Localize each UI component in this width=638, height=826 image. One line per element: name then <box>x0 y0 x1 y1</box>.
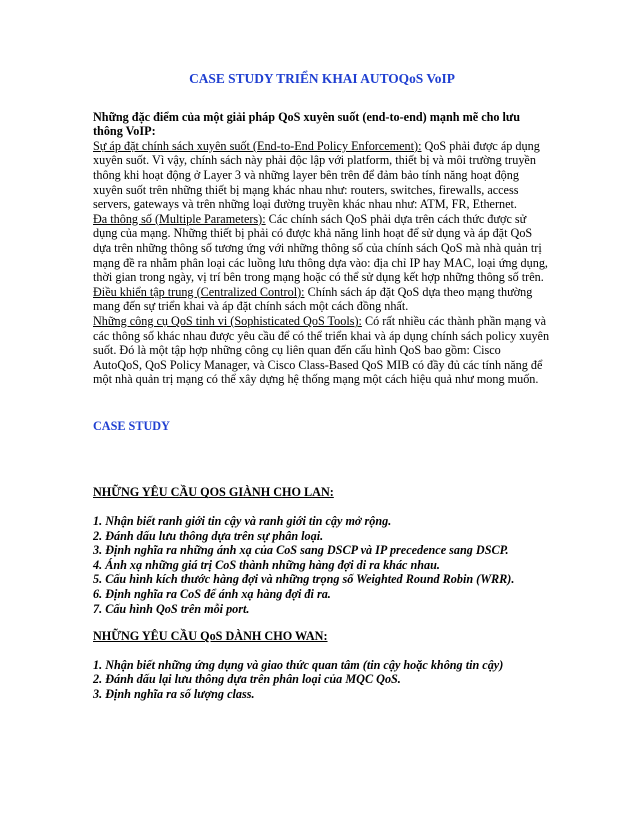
list-item: 1. Nhận biết những ứng dụng và giao thức quan tâm (tin cậy hoặc không tin cậy) <box>93 657 504 672</box>
paragraph-term: Điều khiển tập trung (Centralized Control): <box>93 284 305 299</box>
paragraph-sophisticated-tools <box>93 314 551 387</box>
lan-requirements-heading: NHỮNG YÊU CẦU QOS GIÀNH CHO LAN: <box>93 485 334 500</box>
paragraph-text: QoS phải được áp dụng xuyên suốt. Vì vậy, chính sách này phải độc lập với platform, thiết bị và môi trường truyền thông khi hoạt động ở Layer 3 và những layer bên trên để đảm bảo tính năng hoạt động xuyên suốt trên những thiết bị mạng khác nhau như: routers, switches, firewalls, access servers, gateways và trên những loại đường truyền khác nhau như: ATM, FR, Ethernet. <box>93 138 540 212</box>
paragraph-text: Chính sách áp đặt QoS dựa theo mạng thường mang đến sự triển khai và áp đặt chính sách một cách đồng nhất. <box>93 284 533 314</box>
paragraph-text: Các chính sách QoS phải dựa trên cách thức được sử dụng của mạng. Những thiết bị phải có được khả năng linh hoạt để sử dụng và áp đặt QoS dựa trên những thông số tương ứng với những thông số của chính sách QoS mà nhà quản trị mạng đề ra nhằm phân loại các luồng lưu thông dựa vào: địa chỉ IP hay MAC, loại ứng dụng, thời gian trong ngày, vị trí bên trong mạng hoặc có thể sử dụng kết hợp những thông số trên. <box>93 211 548 285</box>
document-title: CASE STUDY TRIỂN KHAI AUTOQoS VoIP <box>189 71 455 86</box>
list-item: 3. Định nghĩa ra số lượng class. <box>93 687 255 701</box>
list-item: 7. Cấu hình QoS trên mỗi port. <box>93 601 250 616</box>
list-item: 2. Đánh dấu lưu thông dựa trên sự phân loại. <box>93 528 324 543</box>
wan-requirements-heading: NHỮNG YÊU CẦU QoS DÀNH CHO WAN: <box>93 629 328 644</box>
paragraph-term: Những công cụ QoS tinh vi (Sophisticated QoS Tools): <box>93 313 362 328</box>
lan-requirements-list <box>93 514 551 616</box>
wan-requirements-list <box>93 658 551 702</box>
list-item: 3. Định nghĩa ra những ánh xạ của CoS sang DSCP và IP precedence sang DSCP. <box>93 543 509 558</box>
paragraph-policy-enforcement <box>93 139 551 212</box>
document-page <box>93 72 551 702</box>
paragraph-centralized-control <box>93 285 551 314</box>
paragraph-text: Có rất nhiều các thành phần mạng và các thông số khác nhau được yêu cầu để có thể triển khai và áp dụng chính sách policy xuyên suốt. Đó là một tập hợp những công cụ liên quan đến cấu hình QoS bao gồm: Cisco AutoQoS, QoS Policy Manager, và Cisco Class-Based QoS MIB có đầy đủ các tính năng để một nhà quản trị mạng có thể xây dựng hệ thống mạng một cách hiệu quả như mong muốn. <box>93 313 550 387</box>
list-item: 1. Nhận biết ranh giới tin cậy và ranh giới tin cậy mở rộng. <box>93 514 392 529</box>
paragraph-term: Sự áp đặt chính sách xuyên suốt (End-to-End Policy Enforcement): <box>93 138 422 153</box>
case-study-heading: CASE STUDY <box>93 418 170 433</box>
list-item: 4. Ánh xạ những giá trị CoS thành những hàng đợi di ra khác nhau. <box>93 557 440 572</box>
list-item: 6. Định nghĩa ra CoS để ánh xạ hàng đợi đi ra. <box>93 587 331 602</box>
list-item: 5. Cấu hình kích thước hàng đợi và những trọng số Weighted Round Robin (WRR). <box>93 572 515 587</box>
paragraph-multiple-parameters <box>93 212 551 285</box>
paragraph-term: Đa thông số (Multiple Parameters): <box>93 211 266 226</box>
list-item: 2. Đánh dấu lại lưu thông dựa trên phân loại của MQC QoS. <box>93 672 401 687</box>
intro-heading: Những đặc điểm của một giải pháp QoS xuyên suốt (end-to-end) mạnh mẽ cho lưu thông VoIP: <box>93 109 521 139</box>
